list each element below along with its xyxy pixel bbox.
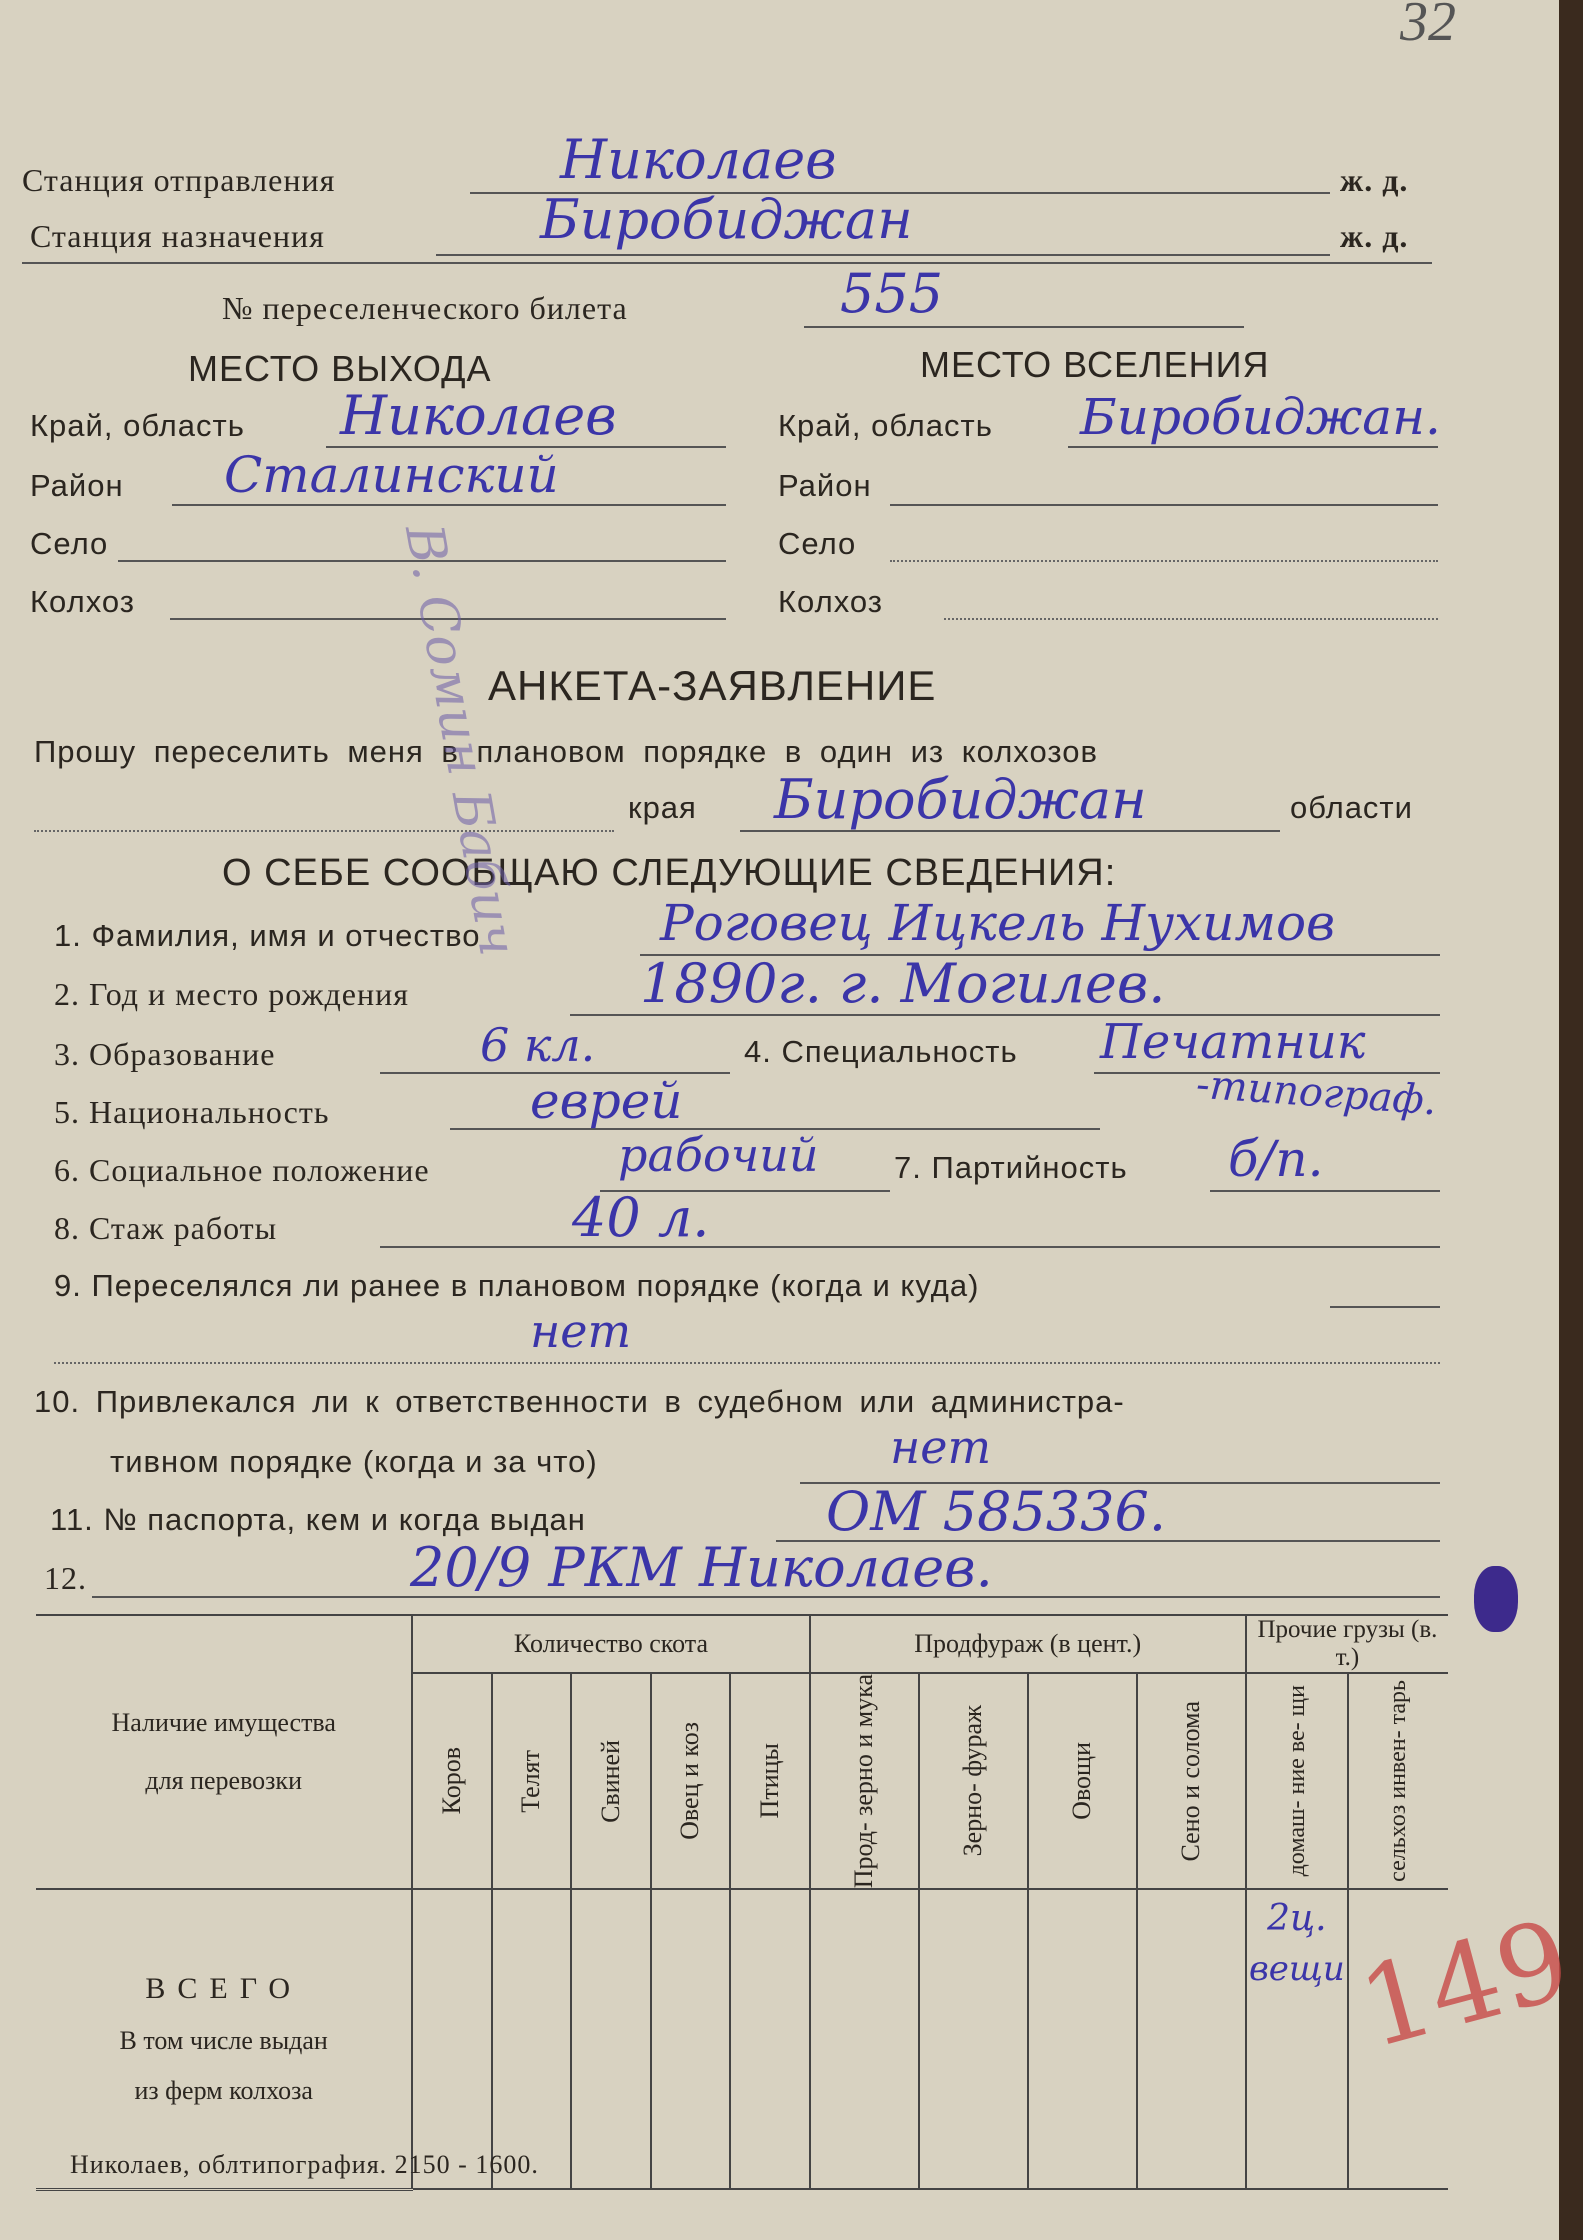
q9-label: 9. Переселялся ли ранее в плановом порядке (когда и куда)	[54, 1268, 980, 1303]
departure-station-label: Станция отправления	[22, 162, 336, 198]
household-value-line1: 2ц.	[1267, 1898, 1327, 1940]
other-group-header: Прочие грузы (в. т.)	[1246, 1615, 1448, 1673]
col-farm-tools-label: сельхоз инвен- тарь	[1385, 1680, 1412, 1883]
origin-district-value: Сталинский	[224, 446, 559, 504]
col-cows-label: Коров	[436, 1747, 466, 1815]
request-dotline	[34, 830, 614, 832]
origin-region-value: Николаев	[340, 384, 617, 447]
form-title: АНКЕТА-ЗАЯВЛЕНИЕ	[488, 662, 937, 709]
q9-value: нет	[530, 1304, 632, 1358]
household-value-line2: вещи	[1248, 1949, 1345, 1990]
cell-pigs	[571, 1889, 650, 2189]
q12-label: 12.	[44, 1560, 87, 1596]
origin-heading: МЕСТО ВЫХОДА	[188, 348, 492, 389]
q4-label: 4. Специальность	[744, 1034, 1018, 1069]
header-rule	[22, 262, 1432, 264]
property-header-line2: для перевозки	[145, 1766, 302, 1796]
col-hay	[1137, 1673, 1246, 1889]
ticket-value: 555	[840, 262, 944, 325]
property-header-line1: Наличие имущества	[111, 1708, 336, 1738]
livestock-group-header: Количество скота	[412, 1615, 809, 1673]
q5-label: 5. Национальность	[54, 1094, 330, 1130]
col-grain-feed-label: Зерно- фураж	[957, 1705, 987, 1857]
col-sheep-label: Овец и коз	[675, 1722, 705, 1841]
cell-vegetables	[1028, 1889, 1137, 2189]
col-grain-feed	[919, 1673, 1028, 1889]
property-header-cell	[36, 1615, 412, 1889]
departure-rail-suffix: ж. д.	[1340, 162, 1409, 198]
col-calves-label: Телят	[516, 1749, 546, 1813]
q10-label-line1: 10. Привлекался ли к ответственности в судебном или администра-	[34, 1384, 1125, 1419]
q7-label: 7. Партийность	[894, 1150, 1128, 1185]
destination-rail-suffix: ж. д.	[1340, 218, 1409, 254]
cell-hay	[1137, 1889, 1246, 2189]
destination-station-underline	[436, 254, 1330, 256]
q8-value: 40 л.	[572, 1186, 710, 1249]
ticket-label: № переселенческого билета	[222, 290, 628, 326]
oblast-label: области	[1290, 790, 1413, 825]
q10-value: нет	[890, 1420, 992, 1474]
krai-label: края	[628, 790, 697, 825]
q1-label: 1. Фамилия, имя и отчество	[54, 918, 481, 953]
col-pigs	[571, 1673, 650, 1889]
q1-value: Роговец Ицкель Нухимов	[660, 894, 1336, 952]
col-sheep	[651, 1673, 730, 1889]
col-pigs-label: Свиней	[595, 1739, 625, 1823]
request-text: Прошу переселить меня в плановом порядке в один из колхозов	[34, 734, 1098, 769]
destination-region-label: Край, область	[778, 408, 993, 443]
destination-heading: МЕСТО ВСЕЛЕНИЯ	[920, 344, 1270, 385]
cell-grain	[810, 1889, 919, 2189]
col-cows	[412, 1673, 491, 1889]
origin-region-label: Край, область	[30, 408, 245, 443]
q2-label: 2. Год и место рождения	[54, 976, 409, 1012]
destination-village-underline	[890, 560, 1438, 562]
col-household	[1246, 1673, 1348, 1889]
q6-value: рабочий	[618, 1128, 819, 1182]
destination-kolkhoz-underline	[944, 618, 1438, 620]
origin-village-label: Село	[30, 526, 109, 561]
col-grain-label: Прод- зерно и мука	[848, 1674, 878, 1889]
q7-underline	[1210, 1190, 1440, 1192]
col-poultry	[730, 1673, 809, 1889]
col-hay-label: Сено и солома	[1176, 1700, 1206, 1862]
destination-district-label: Район	[778, 468, 872, 503]
q9-answer-line	[54, 1362, 1440, 1364]
q7-value: б/п.	[1228, 1130, 1324, 1188]
col-vegetables-label: Овощи	[1066, 1742, 1096, 1821]
cell-cows	[412, 1889, 491, 2189]
q4-value: Печатник	[1100, 1014, 1366, 1070]
krai-value: Биробиджан	[774, 768, 1147, 831]
col-farm-tools	[1348, 1673, 1448, 1889]
destination-kolkhoz-label: Колхоз	[778, 584, 883, 619]
destination-station-label: Станция назначения	[30, 218, 325, 254]
cell-sheep	[651, 1889, 730, 2189]
cell-grain-feed	[919, 1889, 1028, 2189]
destination-region-value: Биробиджан.	[1080, 388, 1441, 446]
col-grain	[810, 1673, 919, 1889]
destination-region-underline	[1068, 446, 1438, 448]
feed-group-header: Продфураж (в цент.)	[810, 1615, 1246, 1673]
q11-label: 11. № паспорта, кем и когда выдан	[50, 1502, 586, 1537]
destination-station-value: Биробиджан	[540, 188, 913, 251]
q5-value: еврей	[530, 1072, 683, 1130]
q3-label: 3. Образование	[54, 1036, 276, 1072]
q8-label: 8. Стаж работы	[54, 1210, 278, 1246]
violet-stamp: В. Сомин Бабич	[392, 520, 528, 961]
cell-calves	[492, 1889, 571, 2189]
property-table	[36, 1614, 1448, 2191]
cell-poultry	[730, 1889, 809, 2189]
destination-district-underline	[890, 504, 1438, 506]
col-vegetables	[1028, 1673, 1137, 1889]
cell-household	[1246, 1889, 1348, 2189]
col-household-label: домаш- ние ве- щи	[1283, 1685, 1310, 1877]
total-label: ВСЕГО	[145, 1972, 302, 2006]
q6-label: 6. Социальное положение	[54, 1152, 430, 1188]
q2-value: 1890г. г. Могилев.	[640, 952, 1166, 1015]
origin-district-underline	[172, 504, 726, 506]
page-number: 32	[1400, 0, 1456, 53]
q9-underline	[1330, 1306, 1440, 1308]
printer-imprint: Николаев, облтипография. 2150 - 1600.	[70, 2150, 539, 2179]
including-line1: В том числе выдан	[119, 2026, 328, 2056]
origin-kolkhoz-label: Колхоз	[30, 584, 135, 619]
origin-district-label: Район	[30, 468, 124, 503]
destination-village-label: Село	[778, 526, 857, 561]
departure-station-value: Николаев	[560, 128, 837, 191]
red-pencil-mark: 149	[1347, 1895, 1583, 2073]
info-heading: О СЕБЕ СООБЩАЮ СЛЕДУЮЩИЕ СВЕДЕНИЯ:	[222, 852, 1117, 894]
including-line2: из ферм колхоза	[134, 2076, 313, 2106]
col-poultry-label: Птицы	[754, 1743, 784, 1819]
q4-value-continuation: -типограф.	[1194, 1061, 1439, 1125]
col-calves	[492, 1673, 571, 1889]
q12-value: 20/9 РКМ Николаев.	[410, 1536, 993, 1599]
q10-label-line2: тивном порядке (когда и за что)	[110, 1444, 598, 1479]
ticket-underline	[804, 326, 1244, 328]
q8-underline	[380, 1246, 1440, 1248]
q3-value: 6 кл.	[480, 1018, 596, 1072]
q11-value: ОМ 585336.	[826, 1480, 1167, 1543]
ink-blot	[1474, 1566, 1518, 1632]
totals-label-cell	[36, 1889, 412, 2189]
